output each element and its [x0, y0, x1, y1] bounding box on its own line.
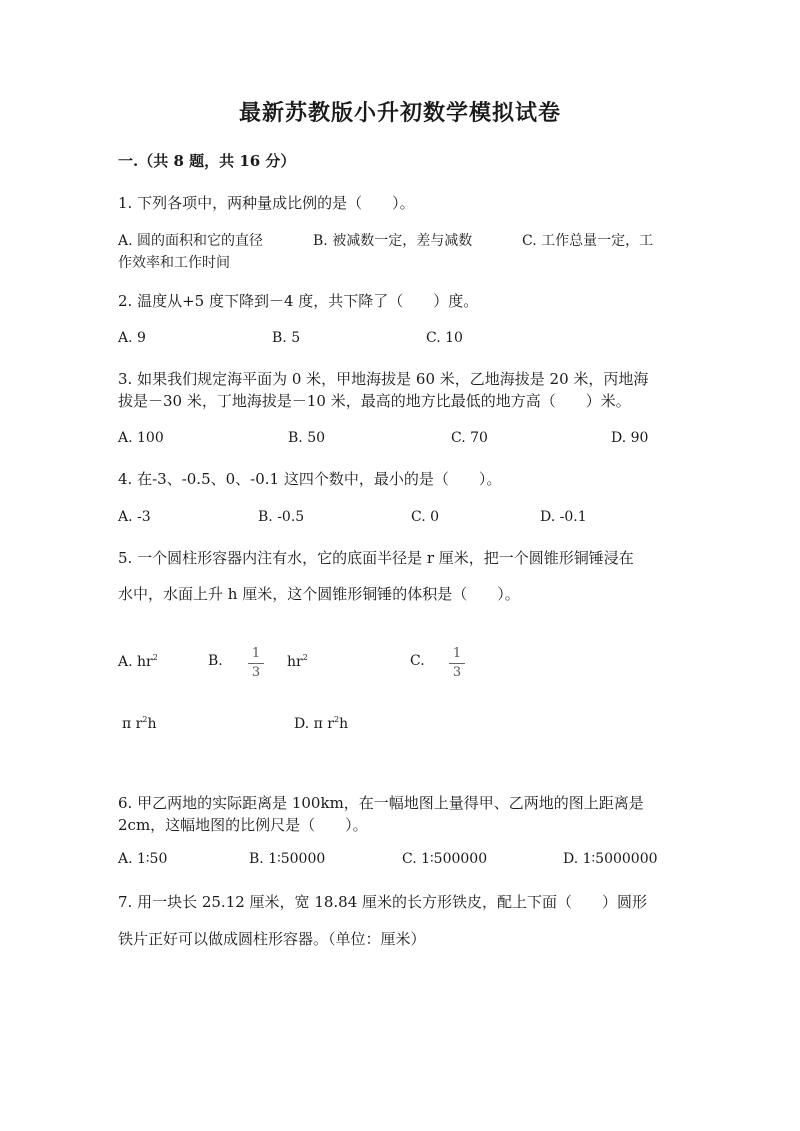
question-5-line-2: 水中，水面上升 h 厘米，这个圆锥形铜锤的体积是（ ）。 [118, 585, 520, 603]
question-3-line-2: 拔是－30 米，丁地海拔是－10 米，最高的地方比最低的地方高（ ）米。 [118, 392, 631, 410]
q5-option-c-denominator: 3 [452, 665, 462, 680]
section-heading: 一.（共 8 题，共 16 分） [118, 152, 296, 170]
q5-option-b-denominator: 3 [251, 665, 261, 680]
q5-option-c-fraction [447, 646, 467, 681]
question-7-line-1: 7. 用一块长 25.12 厘米，宽 18.84 厘米的长方形铁皮，配上下面（ ）圆形 [118, 893, 648, 911]
fraction-bar [449, 663, 465, 664]
q5-option-c-label: C. [410, 653, 425, 669]
q5-option-a-text: A. hr [118, 654, 153, 670]
q2-option-b: B. 5 [272, 330, 301, 346]
q4-option-d: D. -0.1 [540, 509, 587, 525]
q6-option-d: D. 1∶5000000 [563, 851, 658, 867]
q5-option-d-exponent: 2 [333, 715, 340, 724]
question-5-line-1: 5. 一个圆柱形容器内注有水，它的底面半径是 r 厘米，把一个圆锥形铜锤浸在 [118, 549, 634, 567]
q5-option-b-text [287, 653, 308, 670]
q5-option-c-cont [122, 715, 156, 732]
q6-option-b: B. 1∶50000 [249, 851, 326, 867]
question-2-stem: 2. 温度从+5 度下降到－4 度，共下降了（ ）度。 [118, 292, 479, 310]
q4-option-c: C. 0 [411, 509, 440, 525]
page-title: 最新苏教版小升初数学模拟试卷 [238, 100, 561, 126]
q1-option-b: B. 被减数一定，差与减数 [313, 233, 473, 249]
question-4-stem: 4. 在-3、-0.5、0、-0.1 这四个数中，最小的是（ ）。 [118, 470, 502, 488]
question-7-line-2: 铁片正好可以做成圆柱形容器。（单位：厘米） [118, 930, 426, 948]
q2-option-a: A. 9 [118, 330, 146, 346]
q3-option-d: D. 90 [611, 430, 649, 446]
q3-option-a: A. 100 [118, 430, 164, 446]
q5-option-a [118, 653, 158, 670]
q1-option-c-cont: 作效率和工作时间 [118, 255, 230, 271]
q1-option-a: A. 圆的面积和它的直径 [118, 233, 264, 249]
question-3-line-1: 3. 如果我们规定海平面为 0 米，甲地海拔是 60 米，乙地海拔是 20 米，丙地海 [118, 370, 649, 388]
q5-option-c-tail: h [147, 716, 157, 732]
q5-option-b-expr: hr [287, 654, 303, 670]
q3-option-c: C. 70 [451, 430, 488, 446]
question-6-line-1: 6. 甲乙两地的实际距离是 100km，在一幅地图上量得甲、乙两地的图上距离是 [118, 794, 644, 812]
q5-option-d-expr: D. π r [294, 716, 334, 732]
q5-option-c-expr: π r [122, 716, 143, 732]
question-6-line-2: 2cm，这幅地图的比例尺是（ ）。 [118, 816, 368, 834]
q6-option-c: C. 1∶500000 [402, 851, 488, 867]
q4-option-b: B. -0.5 [258, 509, 305, 525]
q5-option-b-exponent: 2 [302, 653, 308, 662]
q5-option-b-fraction [246, 646, 266, 681]
q2-option-c: C. 10 [426, 330, 463, 346]
q3-option-b: B. 50 [288, 430, 326, 446]
q5-option-d [294, 715, 348, 732]
fraction-bar [248, 663, 264, 664]
q5-option-b-label: B. [208, 653, 223, 669]
q6-option-a: A. 1∶50 [118, 851, 168, 867]
question-1-stem: 1. 下列各项中，两种量成比例的是（ ）。 [118, 194, 415, 212]
q5-option-c-exponent: 2 [142, 715, 148, 724]
q5-option-c-numerator: 1 [452, 646, 462, 661]
q5-option-b-numerator: 1 [251, 646, 261, 661]
q5-option-a-exponent: 2 [152, 653, 158, 662]
q5-option-d-tail: h [339, 716, 349, 732]
q1-option-c: C. 工作总量一定，工 [522, 233, 654, 249]
q4-option-a: A. -3 [118, 509, 151, 525]
